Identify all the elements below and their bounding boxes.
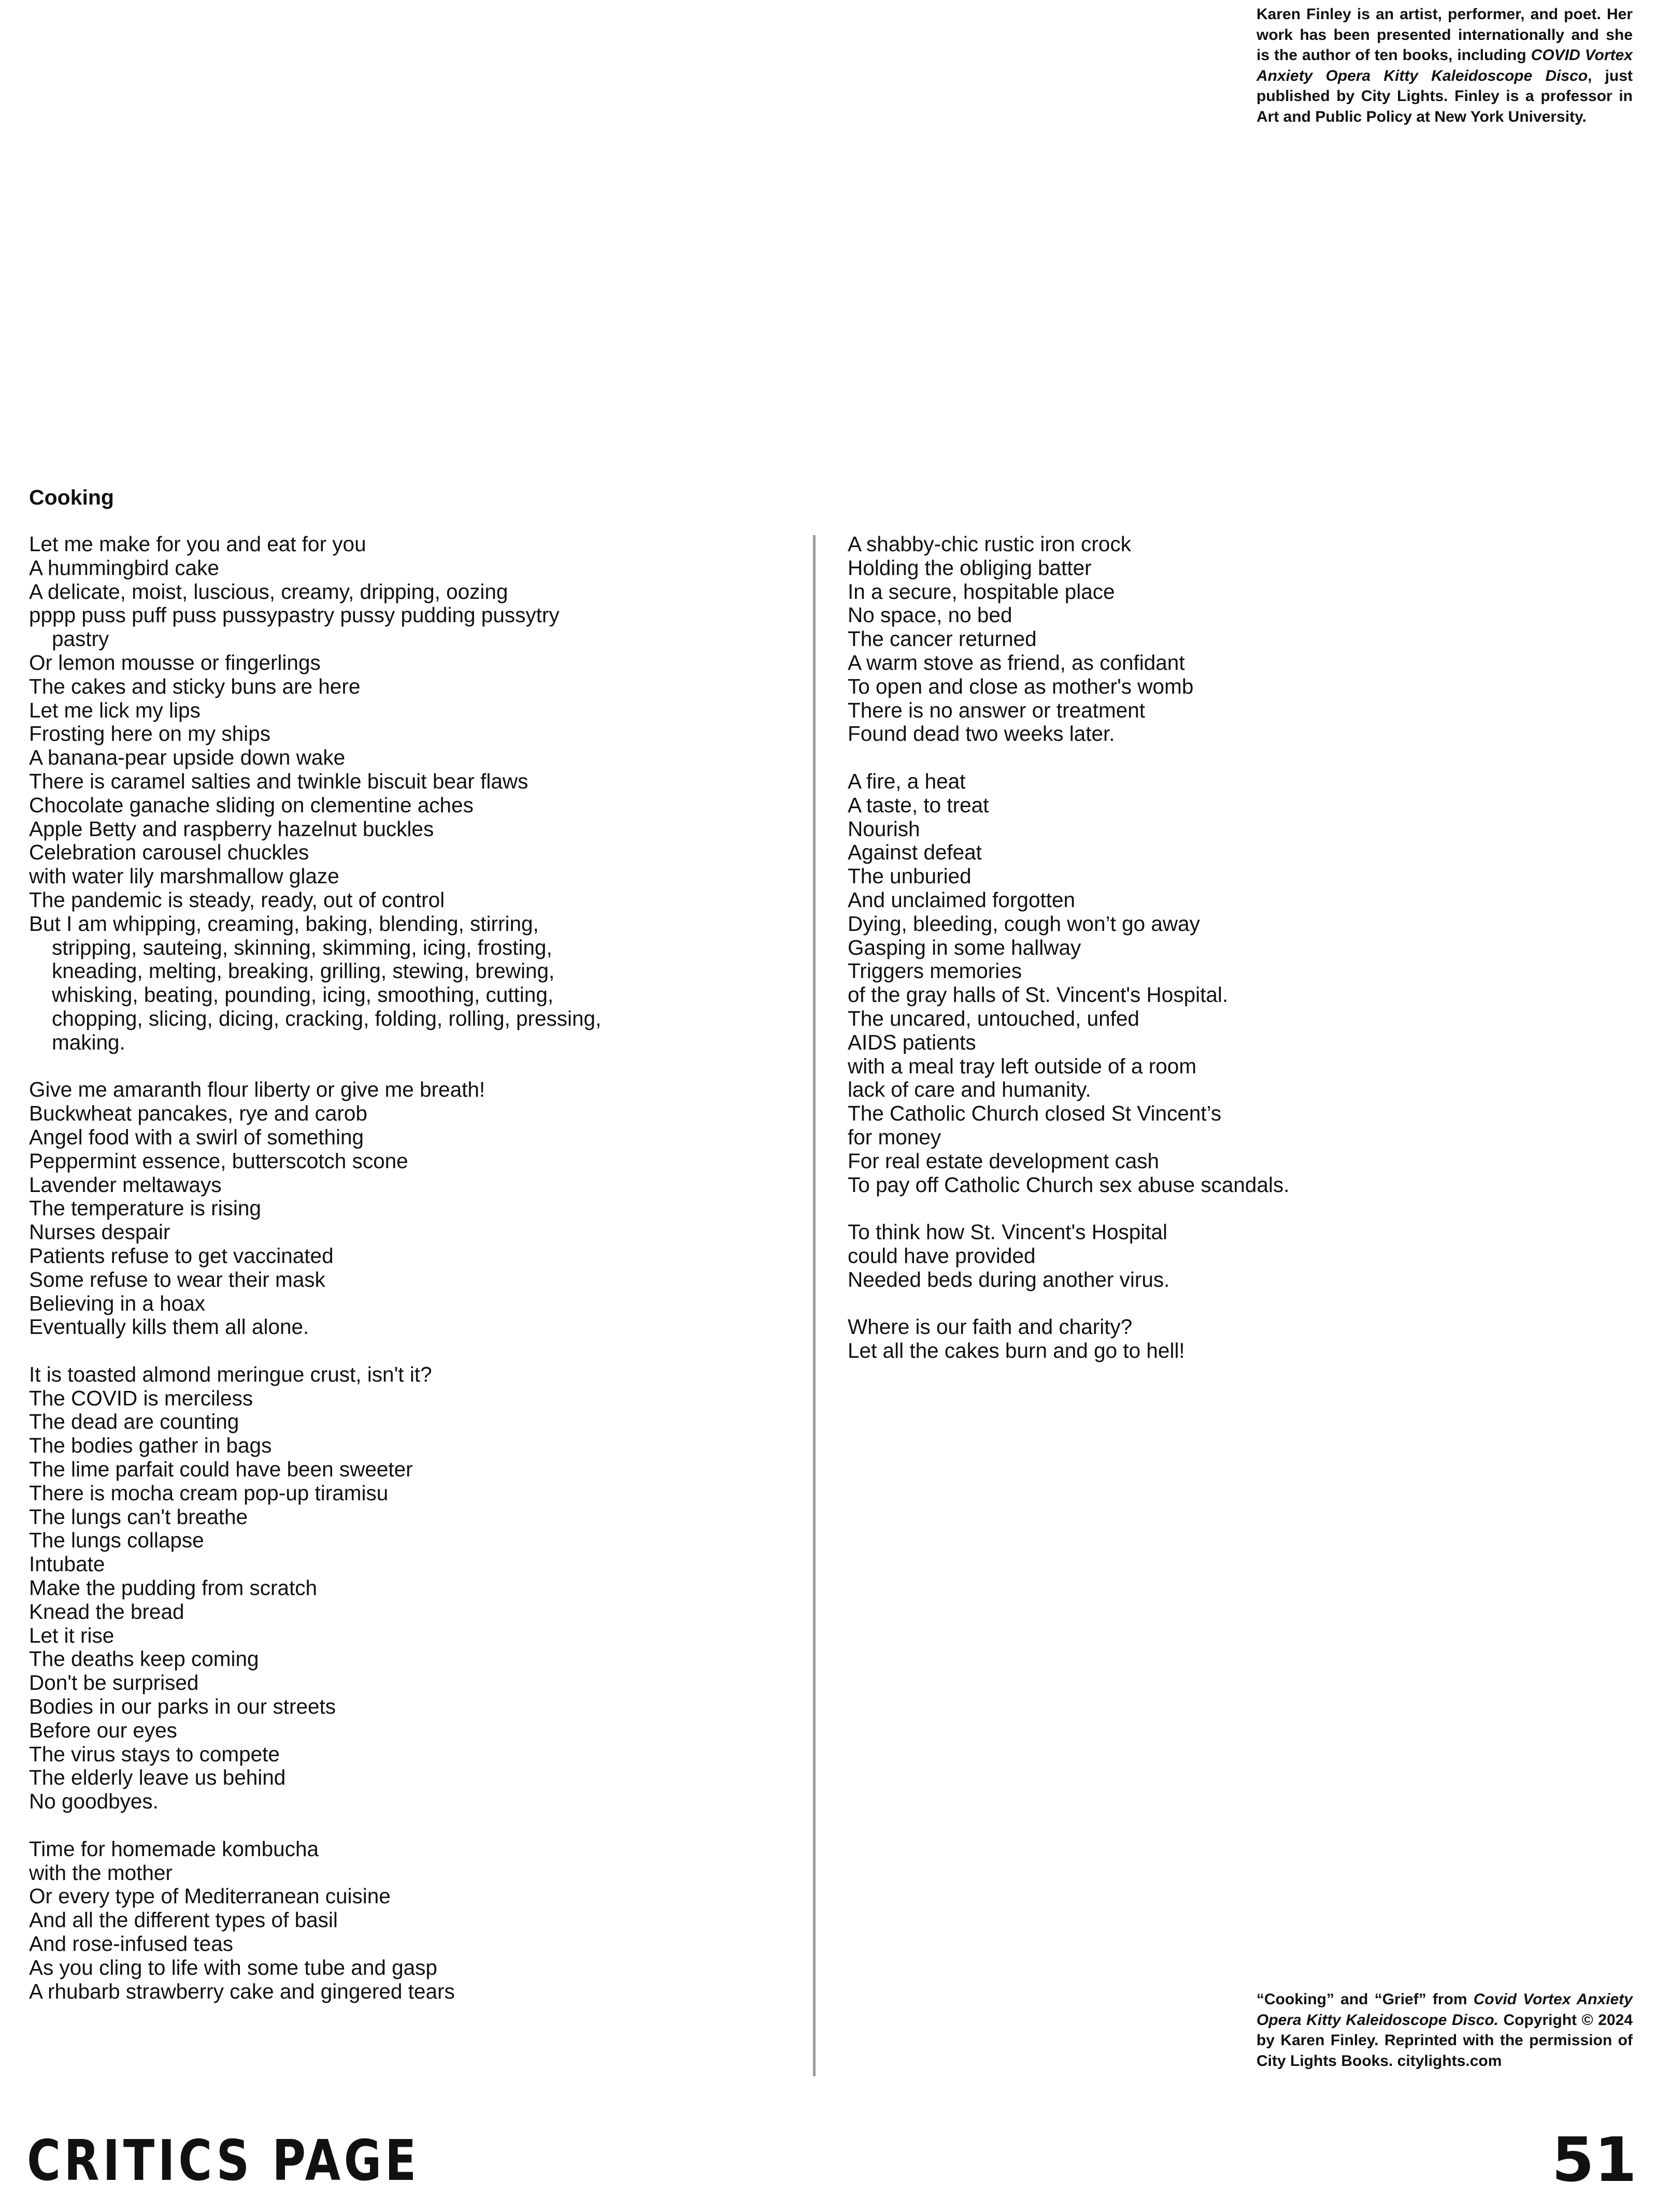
poem-line: Or every type of Mediterranean cuisine: [29, 1884, 391, 1908]
poem-line: No goodbyes.: [29, 1789, 159, 1814]
poem-line: kneading, melting, breaking, grilling, stewing, brewing,: [52, 959, 555, 983]
poem-line: A hummingbird cake: [29, 555, 219, 580]
poem-line: Believing in a hoax: [29, 1291, 205, 1315]
poem-line: Make the pudding from scratch: [29, 1576, 318, 1600]
poem-line: pastry: [52, 627, 109, 651]
poem-line: Dying, bleeding, cough won’t go away: [848, 911, 1200, 936]
poem-line: Patients refuse to get vaccinated: [29, 1243, 334, 1268]
poem-line: The Catholic Church closed St Vincent’s: [848, 1101, 1222, 1126]
poem-line: Before our eyes: [29, 1718, 177, 1742]
stanza: [29, 1363, 775, 1814]
poem-line: Holding the obliging batter: [848, 555, 1092, 580]
poem-line: A shabby-chic rustic iron crock: [848, 532, 1131, 556]
permissions-credit: [1256, 1989, 1633, 2071]
poem-title: Cooking: [29, 485, 114, 509]
poem-line: The dead are counting: [29, 1410, 239, 1434]
poem-line: To open and close as mother's womb: [848, 674, 1194, 698]
poem-line: Eventually kills them all alone.: [29, 1315, 309, 1339]
poem-line: of the gray halls of St. Vincent's Hospital.: [848, 983, 1229, 1007]
poem-line: There is caramel salties and twinkle biscuit bear flaws: [29, 769, 529, 793]
poem-line: Knead the bread: [29, 1599, 184, 1624]
page-number: 51: [1551, 2124, 1637, 2195]
poem-line: Some refuse to wear their mask: [29, 1267, 325, 1291]
bio-text-end: , just published by City Lights. Finley is a professor in Art and Public Policy at New York University.: [1256, 67, 1633, 125]
poem-line: For real estate development cash: [848, 1148, 1160, 1173]
poem-line: Gasping in some hallway: [848, 935, 1081, 959]
poem-line: for money: [848, 1125, 941, 1149]
bio-text: Karen Finley is an artist, performer, and poet. Her work has been presented internationally and she is the author of ten books, including: [1256, 6, 1633, 64]
poem-line: The lime parfait could have been sweeter: [29, 1457, 413, 1482]
column-divider: [813, 535, 816, 2076]
poem-line: Against defeat: [848, 840, 982, 865]
poem-line: Let all the cakes burn and go to hell!: [848, 1339, 1185, 1363]
poem-line: Let me make for you and eat for you: [29, 532, 366, 556]
poem-line: whisking, beating, pounding, icing, smoothing, cutting,: [52, 983, 554, 1007]
poem-line: But I am whipping, creaming, baking, blending, stirring,: [29, 911, 539, 936]
poem-line: Buckwheat pancakes, rye and carob: [29, 1101, 367, 1126]
poem-line: could have provided: [848, 1243, 1036, 1268]
poem-line: pppp puss puff puss pussypastry pussy pudding pussytry: [29, 603, 560, 627]
poem-line: To think how St. Vincent's Hospital: [848, 1220, 1168, 1244]
stanza: [848, 533, 1501, 746]
poem-line: chopping, slicing, dicing, cracking, folding, rolling, pressing,: [52, 1006, 602, 1030]
poem-line: Bodies in our parks in our streets: [29, 1694, 336, 1719]
poem-line: making.: [52, 1030, 125, 1054]
poem-line: Time for homemade kombucha: [29, 1836, 319, 1861]
poem-line: A taste, to treat: [848, 793, 989, 817]
poem-line: AIDS patients: [848, 1030, 976, 1054]
poem-line: A banana-pear upside down wake: [29, 745, 346, 770]
poem-line: stripping, sauteing, skinning, skimming, icing, frosting,: [52, 935, 552, 959]
poem-line: Angel food with a swirl of something: [29, 1125, 364, 1149]
poem-line: The pandemic is steady, ready, out of control: [29, 887, 445, 912]
poem-line: No space, no bed: [848, 603, 1012, 627]
poem-line: Needed beds during another virus.: [848, 1267, 1170, 1291]
credit-text-end: Copyright © 2024 by Karen Finley. Reprinted with the permission of City Lights Books. citylights.com: [1256, 2011, 1633, 2070]
poem-line: The elderly leave us behind: [29, 1765, 286, 1790]
poem-line: Let me lick my lips: [29, 698, 201, 722]
poem-line: Nourish: [848, 816, 920, 841]
poem-line: A warm stove as friend, as confidant: [848, 650, 1185, 674]
poem-line: Found dead two weeks later.: [848, 722, 1115, 746]
poem-line: Celebration carousel chuckles: [29, 840, 309, 865]
stanza: [29, 533, 775, 1055]
stanza: [29, 1078, 775, 1339]
poem-line: And unclaimed forgotten: [848, 887, 1076, 912]
stanza: [848, 1315, 1501, 1363]
poem-line: The cancer returned: [848, 627, 1037, 651]
poem-line: The unburied: [848, 864, 972, 888]
poem-line: Triggers memories: [848, 959, 1022, 983]
poem-line: with a meal tray left outside of a room: [848, 1054, 1197, 1078]
poem-line: Or lemon mousse or fingerlings: [29, 650, 321, 674]
poem-line: The uncared, untouched, unfed: [848, 1006, 1139, 1030]
poem-line: And all the different types of basil: [29, 1908, 338, 1932]
poem-line: In a secure, hospitable place: [848, 579, 1115, 604]
poem-line: Apple Betty and raspberry hazelnut buckles: [29, 816, 434, 841]
section-label: CRITICS PAGE: [27, 2129, 420, 2193]
stanza: [29, 1837, 775, 2004]
poem-line: Where is our faith and charity?: [848, 1315, 1133, 1339]
poem-line: Don't be surprised: [29, 1671, 199, 1695]
poem-line: lack of care and humanity.: [848, 1078, 1091, 1102]
poem-line: The deaths keep coming: [29, 1647, 259, 1671]
poem-line: A delicate, moist, luscious, creamy, dripping, oozing: [29, 579, 508, 604]
poem-line: The lungs collapse: [29, 1528, 204, 1553]
bio-book-title: COVID Vortex Anxiety Opera Kitty Kaleidoscope Disco: [1256, 47, 1633, 84]
poem-right-column: [848, 533, 1501, 1363]
poem-line: There is no answer or treatment: [848, 698, 1146, 722]
poem-left-column: [29, 533, 775, 2003]
poem-line: As you cling to life with some tube and gasp: [29, 1955, 437, 1979]
poem-line: Give me amaranth flour liberty or give me breath!: [29, 1078, 485, 1102]
poem-line: Peppermint essence, butterscotch scone: [29, 1148, 408, 1173]
poem-line: with the mother: [29, 1860, 173, 1885]
poem-line: The cakes and sticky buns are here: [29, 674, 361, 698]
credit-text: “Cooking” and “Grief” from: [1256, 1991, 1474, 2008]
poem-line: The COVID is merciless: [29, 1386, 253, 1410]
poem-line: To pay off Catholic Church sex abuse scandals.: [848, 1172, 1290, 1197]
credit-book-title: Covid Vortex Anxiety Opera Kitty Kaleidoscope Disco.: [1256, 1991, 1633, 2029]
poem-line: A rhubarb strawberry cake and gingered tears: [29, 1979, 455, 2003]
poem-line: with water lily marshmallow glaze: [29, 864, 339, 888]
poem-line: A fire, a heat: [848, 769, 966, 793]
author-bio: [1256, 4, 1633, 127]
poem-line: Intubate: [29, 1552, 105, 1576]
poem-line: And rose-infused teas: [29, 1932, 233, 1956]
poem-line: It is toasted almond meringue crust, isn't it?: [29, 1362, 432, 1386]
poem-line: The lungs can't breathe: [29, 1504, 248, 1529]
poem-line: Let it rise: [29, 1623, 115, 1647]
poem-line: The temperature is rising: [29, 1196, 261, 1220]
poem-line: There is mocha cream pop-up tiramisu: [29, 1481, 389, 1505]
stanza: [848, 1220, 1501, 1291]
poem-line: Chocolate ganache sliding on clementine aches: [29, 793, 474, 817]
poem-line: Frosting here on my ships: [29, 722, 270, 746]
stanza: [848, 770, 1501, 1197]
poem-line: The bodies gather in bags: [29, 1433, 272, 1458]
poem-line: Lavender meltaways: [29, 1172, 222, 1197]
poem-line: The virus stays to compete: [29, 1742, 280, 1766]
poem-line: Nurses despair: [29, 1220, 170, 1244]
